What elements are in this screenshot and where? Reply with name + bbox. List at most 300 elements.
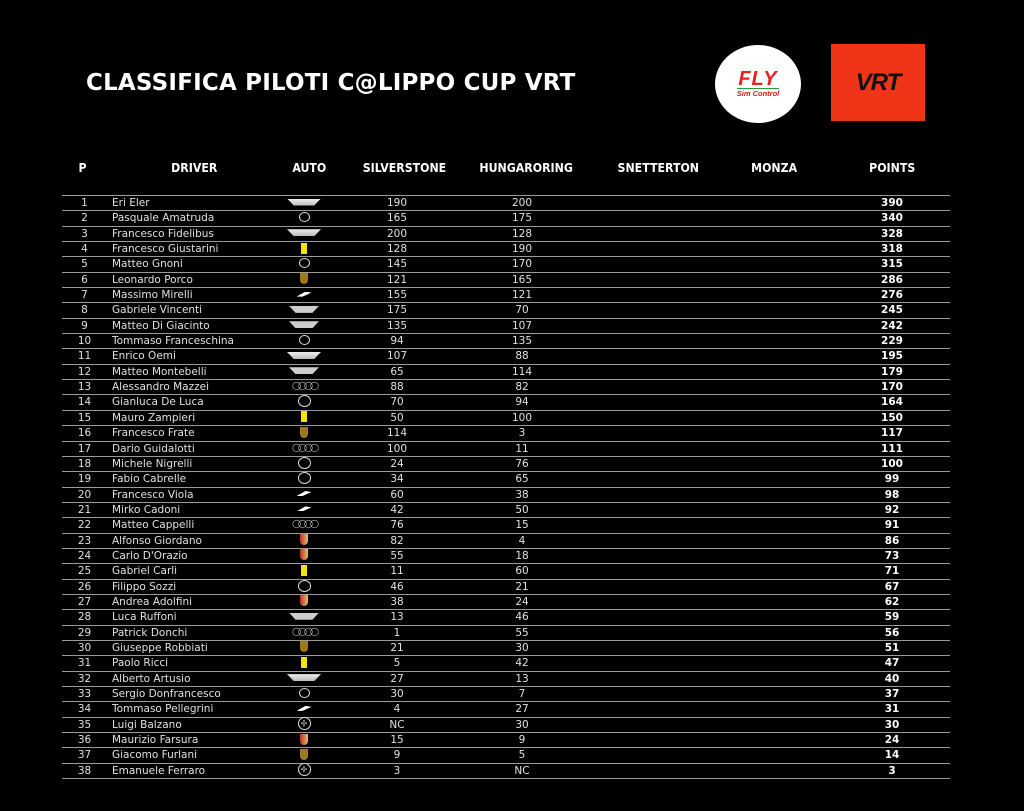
hungaroring-points-cell: 5 — [518, 749, 526, 762]
driver-name-cell: Alberto Artusio — [112, 672, 191, 685]
position-cell: 2 — [81, 212, 88, 225]
lamborghini-logo-icon — [300, 273, 308, 284]
total-points-cell: 195 — [881, 350, 903, 363]
position-cell: 4 — [81, 243, 88, 256]
position-cell: 36 — [77, 734, 92, 747]
nissan-logo-icon — [298, 395, 311, 407]
silverstone-points-cell: 38 — [390, 595, 404, 608]
total-points-cell: 328 — [881, 227, 903, 240]
car-brand-cell — [275, 702, 333, 716]
silverstone-points-cell: 50 — [390, 411, 404, 424]
hungaroring-points-cell: 121 — [511, 289, 533, 302]
aston-martin-logo-icon — [287, 229, 321, 236]
silverstone-points-cell: 70 — [390, 396, 404, 409]
silverstone-points-cell: 121 — [386, 273, 408, 286]
fly-sim-control-logo — [715, 45, 801, 123]
car-brand-cell — [275, 503, 333, 517]
total-points-cell: 286 — [881, 273, 903, 286]
total-points-cell: 318 — [881, 243, 903, 256]
table-row — [62, 671, 950, 686]
table-row — [62, 226, 950, 241]
car-brand-cell — [275, 472, 333, 486]
car-brand-cell — [275, 580, 333, 594]
lexus-logo-icon — [299, 688, 310, 698]
position-cell: 8 — [81, 304, 88, 317]
position-cell: 3 — [81, 227, 88, 240]
total-points-cell: 92 — [884, 503, 900, 516]
hungaroring-points-cell: 60 — [515, 565, 529, 578]
driver-name-cell: Paolo Ricci — [112, 657, 169, 670]
table-row — [62, 609, 950, 624]
lamborghini-logo-icon — [300, 749, 308, 760]
table-row — [62, 333, 950, 348]
car-brand-cell — [275, 442, 333, 456]
table-row — [62, 701, 950, 716]
bentley-logo-icon — [289, 321, 319, 328]
silverstone-points-cell: 46 — [390, 580, 404, 593]
car-brand-cell — [275, 257, 333, 271]
total-points-cell: 71 — [884, 565, 900, 578]
position-cell: 37 — [77, 749, 92, 762]
silverstone-points-cell: 128 — [386, 243, 408, 256]
hungaroring-points-cell: 94 — [515, 396, 529, 409]
driver-name-cell: Gabriel Carli — [112, 565, 178, 578]
table-row — [62, 625, 950, 640]
nissan-logo-icon — [298, 472, 311, 484]
car-brand-cell — [275, 564, 333, 578]
fly-logo-subtext: Sim Control — [736, 89, 780, 98]
position-cell: 18 — [77, 457, 92, 470]
silverstone-points-cell: 30 — [390, 688, 404, 700]
standings-table — [62, 195, 950, 779]
position-cell: 14 — [77, 396, 92, 409]
silverstone-points-cell: 82 — [390, 534, 404, 547]
total-points-cell: 170 — [881, 381, 903, 394]
hungaroring-points-cell: 11 — [515, 442, 529, 455]
driver-name-cell: Carlo D'Orazio — [112, 549, 188, 562]
car-brand-cell — [275, 718, 333, 732]
hungaroring-points-cell: NC — [514, 764, 530, 777]
mercedes-logo-icon: ✢ — [298, 763, 311, 776]
driver-name-cell: Francesco Fidelibus — [112, 227, 214, 240]
driver-name-cell: Fabio Cabrelle — [112, 473, 187, 486]
nissan-logo-icon — [298, 457, 311, 469]
car-brand-cell — [275, 349, 333, 363]
car-brand-cell — [275, 411, 333, 425]
lamborghini-logo-icon — [300, 427, 308, 438]
car-brand-cell — [275, 395, 333, 409]
driver-name-cell: Mauro Zampieri — [112, 411, 196, 424]
total-points-cell: 73 — [884, 549, 900, 562]
car-brand-cell — [275, 196, 333, 210]
silverstone-points-cell: 88 — [390, 381, 404, 394]
aston-martin-logo-icon — [287, 199, 321, 206]
silverstone-points-cell: 100 — [386, 442, 408, 455]
aston-martin-logo-icon — [287, 674, 321, 681]
ferrari-logo-icon — [301, 243, 307, 254]
table-row — [62, 272, 950, 287]
total-points-cell: 117 — [881, 427, 903, 440]
driver-name-cell: Filippo Sozzi — [112, 580, 177, 593]
table-row — [62, 732, 950, 747]
driver-name-cell: Francesco Viola — [112, 488, 194, 501]
column-header-silverstone: SILVERSTONE — [362, 160, 447, 175]
silverstone-points-cell: 4 — [393, 703, 401, 716]
hungaroring-points-cell: 76 — [515, 457, 529, 470]
bentley-logo-icon — [289, 613, 319, 620]
position-cell: 28 — [77, 611, 92, 624]
car-brand-cell — [275, 365, 333, 379]
table-row — [62, 195, 950, 210]
car-brand-cell — [275, 595, 333, 609]
total-points-cell: 47 — [884, 657, 900, 670]
total-points-cell: 229 — [881, 335, 903, 348]
table-row — [62, 364, 950, 379]
total-points-cell: 51 — [884, 641, 900, 654]
column-header-driver: DRIVER — [171, 160, 218, 175]
total-points-cell: 390 — [881, 197, 903, 209]
position-cell: 31 — [77, 657, 92, 670]
total-points-cell: 67 — [884, 580, 900, 593]
total-points-cell: 111 — [881, 442, 903, 455]
mercedes-logo-icon: ✢ — [298, 717, 311, 730]
table-row — [62, 379, 950, 394]
position-cell: 7 — [81, 289, 88, 302]
aston-martin-logo-icon — [287, 352, 321, 359]
porsche-logo-icon — [300, 534, 308, 545]
hungaroring-points-cell: 7 — [518, 688, 526, 700]
position-cell: 22 — [77, 519, 92, 532]
hungaroring-points-cell: 21 — [515, 580, 529, 593]
position-cell: 34 — [77, 703, 92, 716]
silverstone-points-cell: 3 — [393, 764, 401, 777]
hungaroring-points-cell: 190 — [511, 243, 533, 256]
driver-name-cell: Sergio Donfrancesco — [112, 688, 221, 700]
total-points-cell: 59 — [884, 611, 900, 624]
total-points-cell: 62 — [884, 595, 900, 608]
total-points-cell: 40 — [884, 672, 900, 685]
table-row — [62, 533, 950, 548]
silverstone-points-cell: 21 — [390, 641, 404, 654]
table-row — [62, 563, 950, 578]
position-cell: 29 — [77, 626, 92, 639]
total-points-cell: 164 — [881, 396, 903, 409]
total-points-cell: 150 — [881, 411, 903, 424]
car-brand-cell — [275, 656, 333, 670]
position-cell: 27 — [77, 595, 92, 608]
car-brand-cell — [275, 488, 333, 502]
driver-name-cell: Alfonso Giordano — [112, 534, 202, 547]
car-brand-cell — [275, 319, 333, 333]
table-row — [62, 763, 950, 779]
position-cell: 25 — [77, 565, 92, 578]
driver-name-cell: Gianluca De Luca — [112, 396, 204, 409]
table-row — [62, 256, 950, 271]
column-header-auto: AUTO — [292, 160, 327, 175]
hungaroring-points-cell: 13 — [515, 672, 529, 685]
silverstone-points-cell: 190 — [386, 197, 408, 209]
mclaren-logo-icon — [297, 292, 312, 297]
car-brand-cell — [275, 641, 333, 655]
total-points-cell: 14 — [884, 749, 900, 762]
silverstone-points-cell: 13 — [390, 611, 404, 624]
silverstone-points-cell: 94 — [390, 335, 404, 348]
total-points-cell: 91 — [884, 519, 900, 532]
silverstone-points-cell: 200 — [386, 227, 408, 240]
fly-logo-text: FLY — [738, 68, 778, 90]
lexus-logo-icon — [299, 335, 310, 345]
silverstone-points-cell: 1 — [393, 626, 401, 639]
hungaroring-points-cell: 18 — [515, 549, 529, 562]
audi-logo-icon: ◯◯◯◯ — [292, 381, 316, 391]
hungaroring-points-cell: 107 — [511, 319, 533, 332]
total-points-cell: 179 — [881, 365, 903, 378]
table-row — [62, 487, 950, 502]
driver-name-cell: Pasquale Amatruda — [112, 212, 215, 225]
ferrari-logo-icon — [301, 565, 307, 576]
silverstone-points-cell: 65 — [390, 365, 404, 378]
table-row — [62, 302, 950, 317]
position-cell: 35 — [77, 718, 92, 731]
car-brand-cell — [275, 733, 333, 747]
driver-name-cell: Massimo Mirelli — [112, 289, 193, 302]
position-cell: 5 — [81, 258, 88, 271]
silverstone-points-cell: 60 — [390, 488, 404, 501]
silverstone-points-cell: 175 — [386, 304, 408, 317]
total-points-cell: 276 — [881, 289, 903, 302]
car-brand-cell — [275, 687, 333, 701]
hungaroring-points-cell: 88 — [515, 350, 529, 363]
porsche-logo-icon — [300, 734, 308, 745]
hungaroring-points-cell: 100 — [511, 411, 533, 424]
driver-name-cell: Tommaso Pellegrini — [112, 703, 214, 716]
driver-name-cell: Luigi Balzano — [112, 718, 182, 731]
column-header-monza: MONZA — [751, 160, 798, 175]
vrt-logo — [831, 44, 925, 121]
position-cell: 32 — [77, 672, 92, 685]
hungaroring-points-cell: 70 — [515, 304, 529, 317]
audi-logo-icon: ◯◯◯◯ — [292, 626, 316, 636]
driver-name-cell: Francesco Giustarini — [112, 243, 219, 256]
table-row — [62, 456, 950, 471]
hungaroring-points-cell: 165 — [511, 273, 533, 286]
position-cell: 1 — [81, 197, 88, 209]
silverstone-points-cell: 24 — [390, 457, 404, 470]
car-brand-cell — [275, 288, 333, 302]
silverstone-points-cell: 107 — [386, 350, 408, 363]
column-header-points: POINTS — [869, 160, 916, 175]
hungaroring-points-cell: 114 — [511, 365, 533, 378]
total-points-cell: 24 — [884, 734, 900, 747]
driver-name-cell: Luca Ruffoni — [112, 611, 177, 624]
table-row — [62, 594, 950, 609]
driver-name-cell: Dario Guidalotti — [112, 442, 195, 455]
bentley-logo-icon — [289, 306, 319, 313]
silverstone-points-cell: 165 — [386, 212, 408, 225]
driver-name-cell: Giuseppe Robbiati — [112, 641, 208, 654]
table-row — [62, 471, 950, 486]
car-brand-cell — [275, 457, 333, 471]
total-points-cell: 242 — [881, 319, 903, 332]
car-brand-cell — [275, 273, 333, 287]
driver-name-cell: Mirko Cadoni — [112, 503, 181, 516]
hungaroring-points-cell: 42 — [515, 657, 529, 670]
driver-name-cell: Giacomo Furlani — [112, 749, 198, 762]
position-cell: 11 — [77, 350, 92, 363]
hungaroring-points-cell: 46 — [515, 611, 529, 624]
page-title: CLASSIFICA PILOTI C@LIPPO CUP VRT — [86, 70, 576, 96]
driver-name-cell: Francesco Frate — [112, 427, 195, 440]
hungaroring-points-cell: 170 — [511, 258, 533, 271]
silverstone-points-cell: 27 — [390, 672, 404, 685]
car-brand-cell — [275, 426, 333, 440]
position-cell: 12 — [77, 365, 92, 378]
table-row — [62, 210, 950, 225]
table-row — [62, 686, 950, 701]
driver-name-cell: Enrico Oemi — [112, 350, 176, 363]
position-cell: 13 — [77, 381, 92, 394]
column-header-snetterton: SNETTERTON — [617, 160, 700, 175]
position-cell: 19 — [77, 473, 92, 486]
table-row — [62, 717, 950, 732]
ferrari-logo-icon — [301, 411, 307, 422]
driver-name-cell: Leonardo Porco — [112, 273, 193, 286]
hungaroring-points-cell: 55 — [515, 626, 529, 639]
silverstone-points-cell: 5 — [393, 657, 401, 670]
hungaroring-points-cell: 200 — [511, 197, 533, 209]
vrt-logo-text: VRT — [855, 68, 901, 96]
porsche-logo-icon — [300, 595, 308, 606]
hungaroring-points-cell: 50 — [515, 503, 529, 516]
total-points-cell: 99 — [884, 473, 900, 486]
lexus-logo-icon — [299, 258, 310, 268]
mclaren-logo-icon — [297, 491, 312, 496]
hungaroring-points-cell: 128 — [511, 227, 533, 240]
driver-name-cell: Matteo Di Giacinto — [112, 319, 210, 332]
mclaren-logo-icon — [297, 706, 312, 711]
lexus-logo-icon — [299, 212, 310, 222]
hungaroring-points-cell: 82 — [515, 381, 529, 394]
position-cell: 38 — [77, 764, 92, 777]
hungaroring-points-cell: 3 — [518, 427, 526, 440]
column-header-hungaroring: HUNGARORING — [479, 160, 573, 175]
driver-name-cell: Matteo Gnoni — [112, 258, 183, 271]
position-cell: 21 — [77, 503, 92, 516]
driver-name-cell: Matteo Cappelli — [112, 519, 195, 532]
table-row — [62, 441, 950, 456]
silverstone-points-cell: 135 — [386, 319, 408, 332]
car-brand-cell — [275, 303, 333, 317]
car-brand-cell — [275, 610, 333, 624]
silverstone-points-cell: 42 — [390, 503, 404, 516]
car-brand-cell — [275, 380, 333, 394]
column-header-position: P — [78, 160, 87, 175]
silverstone-points-cell: NC — [389, 718, 405, 731]
bentley-logo-icon — [289, 367, 319, 374]
car-brand-cell — [275, 626, 333, 640]
position-cell: 23 — [77, 534, 92, 547]
total-points-cell: 31 — [884, 703, 900, 716]
position-cell: 20 — [77, 488, 92, 501]
car-brand-cell — [275, 672, 333, 686]
audi-logo-icon: ◯◯◯◯ — [292, 442, 316, 452]
silverstone-points-cell: 76 — [390, 519, 404, 532]
car-brand-cell — [275, 534, 333, 548]
total-points-cell: 30 — [884, 718, 900, 731]
driver-name-cell: Emanuele Ferraro — [112, 764, 206, 777]
porsche-logo-icon — [300, 549, 308, 560]
driver-name-cell: Eri Eler — [112, 197, 150, 209]
silverstone-points-cell: 34 — [390, 473, 404, 486]
total-points-cell: 56 — [884, 626, 900, 639]
silverstone-points-cell: 145 — [386, 258, 408, 271]
table-row — [62, 410, 950, 425]
ferrari-logo-icon — [301, 657, 307, 668]
hungaroring-points-cell: 4 — [518, 534, 526, 547]
table-row — [62, 502, 950, 517]
hungaroring-points-cell: 24 — [515, 595, 529, 608]
total-points-cell: 3 — [888, 764, 896, 777]
car-brand-cell — [275, 518, 333, 532]
position-cell: 9 — [81, 319, 88, 332]
driver-name-cell: Maurizio Farsura — [112, 734, 199, 747]
driver-name-cell: Tommaso Franceschina — [112, 335, 234, 348]
total-points-cell: 98 — [884, 488, 900, 501]
table-row — [62, 655, 950, 670]
table-row — [62, 517, 950, 532]
table-row — [62, 241, 950, 256]
hungaroring-points-cell: 135 — [511, 335, 533, 348]
silverstone-points-cell: 114 — [386, 427, 408, 440]
driver-name-cell: Michele Nigrelli — [112, 457, 193, 470]
position-cell: 16 — [77, 427, 92, 440]
position-cell: 10 — [77, 335, 92, 348]
hungaroring-points-cell: 9 — [518, 734, 526, 747]
hungaroring-points-cell: 175 — [511, 212, 533, 225]
silverstone-points-cell: 55 — [390, 549, 404, 562]
car-brand-cell — [275, 211, 333, 225]
lamborghini-logo-icon — [300, 641, 308, 652]
silverstone-points-cell: 155 — [386, 289, 408, 302]
hungaroring-points-cell: 65 — [515, 473, 529, 486]
total-points-cell: 37 — [884, 688, 900, 700]
car-brand-cell — [275, 334, 333, 348]
position-cell: 30 — [77, 641, 92, 654]
silverstone-points-cell: 11 — [390, 565, 404, 578]
total-points-cell: 100 — [881, 457, 903, 470]
table-row — [62, 287, 950, 302]
hungaroring-points-cell: 38 — [515, 488, 529, 501]
position-cell: 33 — [77, 688, 92, 700]
total-points-cell: 340 — [881, 212, 903, 225]
hungaroring-points-cell: 15 — [515, 519, 529, 532]
silverstone-points-cell: 15 — [390, 734, 404, 747]
position-cell: 17 — [77, 442, 92, 455]
car-brand-cell — [275, 549, 333, 563]
hungaroring-points-cell: 30 — [515, 718, 529, 731]
position-cell: 15 — [77, 411, 92, 424]
silverstone-points-cell: 9 — [393, 749, 401, 762]
hungaroring-points-cell: 30 — [515, 641, 529, 654]
driver-name-cell: Patrick Donchi — [112, 626, 188, 639]
car-brand-cell — [275, 764, 333, 778]
table-row — [62, 548, 950, 563]
driver-name-cell: Gabriele Vincenti — [112, 304, 203, 317]
position-cell: 6 — [81, 273, 88, 286]
car-brand-cell — [275, 227, 333, 241]
audi-logo-icon: ◯◯◯◯ — [292, 519, 316, 529]
car-brand-cell — [275, 242, 333, 256]
